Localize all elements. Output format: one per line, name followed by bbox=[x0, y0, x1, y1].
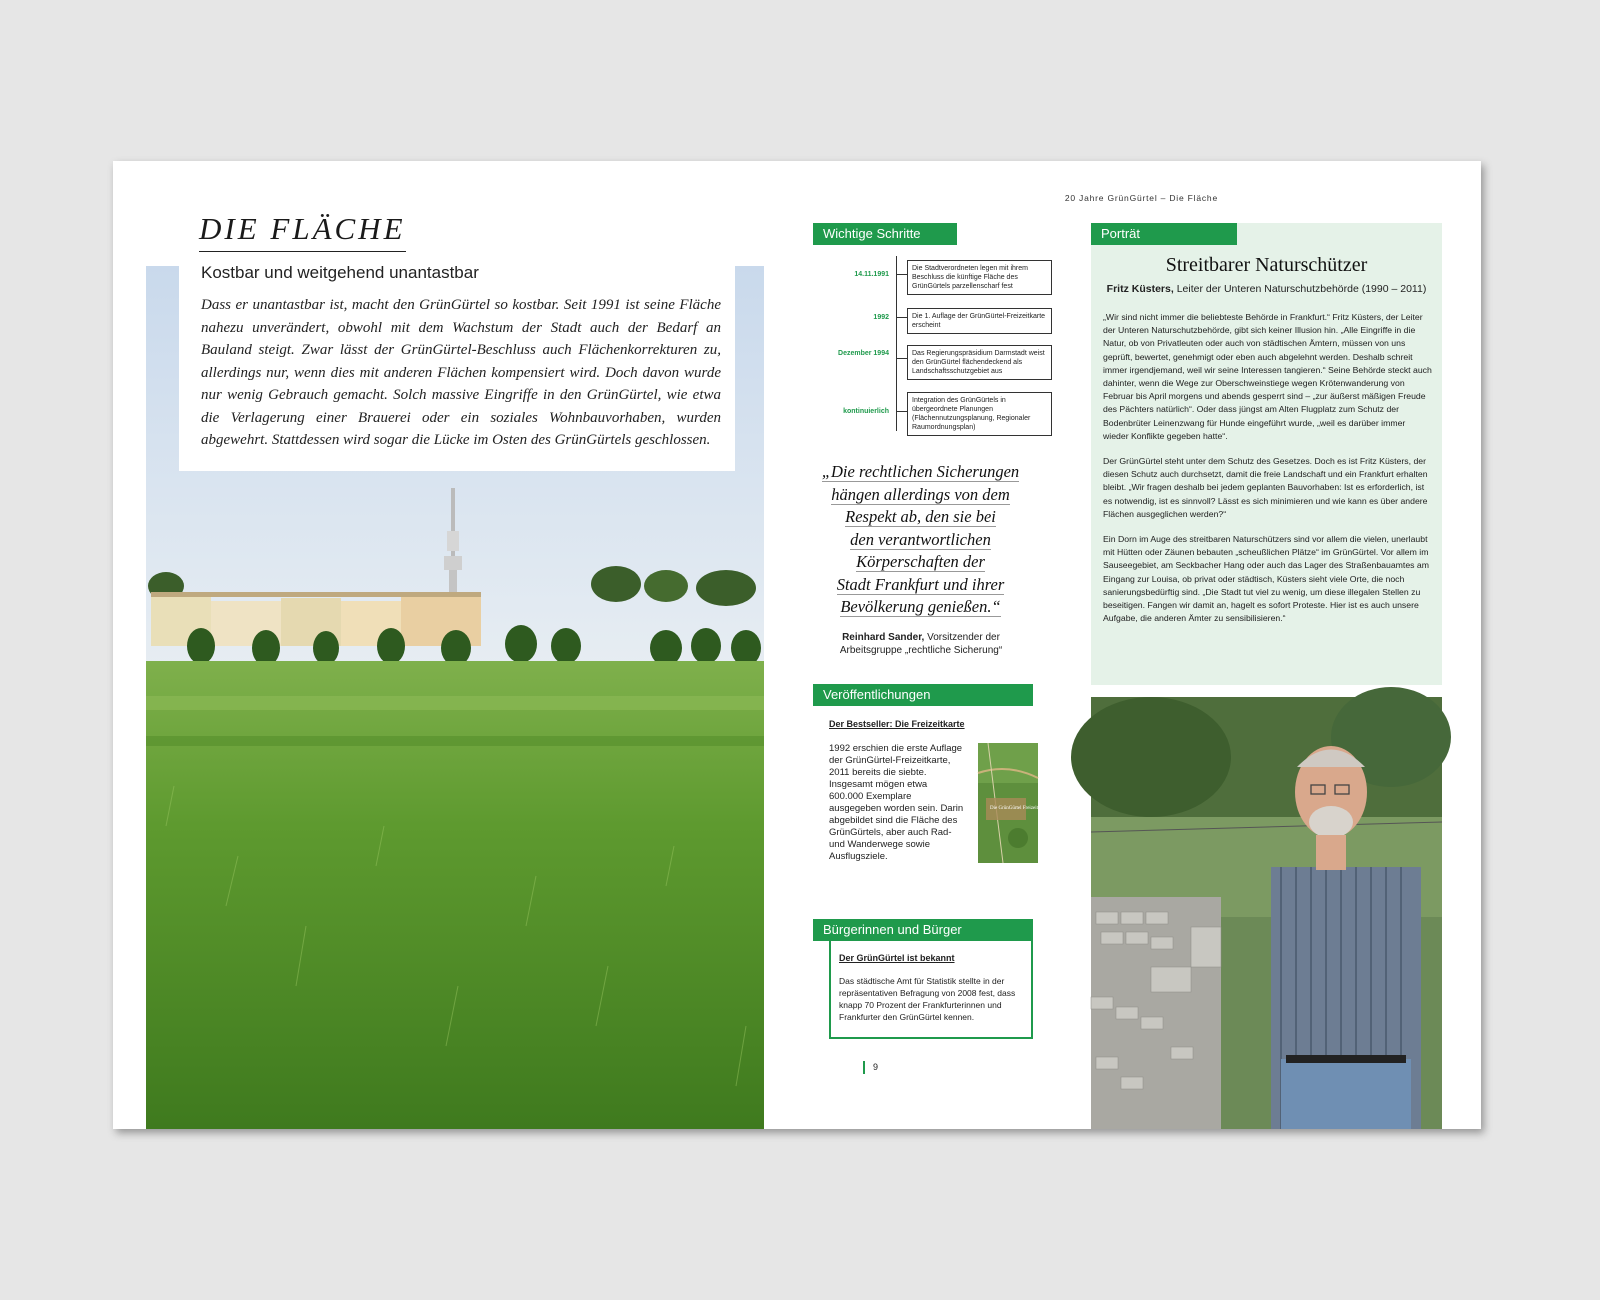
timeline-tick bbox=[896, 358, 907, 359]
intro-text: Dass er unantastbar ist, macht den GrünGürtel so kostbar. Seit 1991 ist seine Fläche nahezu unverändert, obwohl mit dem Wachstum der Stadt auch der Bedarf an Bauland steigt. Zwar lässt der GrünGürtel-Beschluss auch Flächenkorrekturen zu, allerdings nur, wenn dies mit anderen Flächen kompensiert wird. Doch davon wurde nur wenig Gebrauch gemacht. Solch massive Eingriffe in den GrünGürtel, wie etwa die Verlagerung einer Brauerei oder ein soziales Wohnbauvorhaben, wurden abgewehrt. Stattdessen wird sogar die Lücke im Osten des GrünGürtels geschlossen. bbox=[201, 297, 721, 448]
quote-line: Bevölkerung genießen.“ bbox=[840, 597, 1001, 616]
timeline-entry: Das Regierungspräsidium Darmstadt weist den GrünGürtel flächendeckend als Landschaftsschutzgebiet aus bbox=[907, 345, 1052, 380]
timeline-tick bbox=[896, 274, 907, 275]
portrait-paragraph: Der GrünGürtel steht unter dem Schutz des Gesetzes. Doch es ist Fritz Küsters, der diesen Schutz auch durchsetzt, damit die freie Landschaft und ein Frankfurt erhalten bleibt. „Wir fragen deshalb bei jedem geplanten Bauvorhaben: Ist es erforderlich, ist es notwendig, ist es sinnvoll? Lässt es sich minimieren und wie kann es über andere Flächen ausgeglichen werden?“ bbox=[1103, 456, 1428, 519]
map-thumbnail-caption: Die GrünGürtel Freizeitkarte bbox=[990, 806, 1049, 811]
timeline-date: kontinuierlich bbox=[843, 408, 889, 415]
publications-heading: Der Bestseller: Die Freizeitkarte bbox=[829, 719, 965, 729]
title-block bbox=[199, 211, 406, 252]
pull-quote bbox=[813, 461, 1028, 619]
portrait-paragraph: Ein Dorn im Auge des streitbaren Naturschützers sind vor allem die vielen, unerlaubt mit Hütten oder Zäunen bebauten „scheußlichen Plätze“ im GrünGürtel. Vor allem im Sauseegebiet, am Seckbacher Hang oder auch das Lager des Straßenbauamtes am Eingang zur Louisa, ob privat oder städtisch, Küsters sieht viele Orte, die noch sanierungsbedürftig sind. „Die Stadt tut viel zu wenig, um diese illegalen Stellen zu beseitigen. Fangen wir damit an, hagelt es sofort Proteste. Hier ist es auch unsere Aufgabe, die anderen Ämter zu sensibilisieren.“ bbox=[1103, 534, 1429, 624]
publications-text: 1992 erschien die erste Auflage der GrünGürtel-Freizeitkarte, 2011 bereits die siebte. Insgesamt mögen etwa 600.000 Exemplare ausgegeben worden sein. Darin abgebildet sind die Fläche des GrünGürtels, aber auch Rad- und Wanderwege sowie Ausflugsziele. bbox=[829, 743, 964, 862]
timeline-date: 1992 bbox=[873, 314, 889, 321]
portrait-subtitle bbox=[1091, 283, 1442, 295]
magazine-spread bbox=[113, 161, 1481, 1129]
quote-author-role: Vorsitzender der Arbeitsgruppe „rechtliche Sicherung“ bbox=[839, 632, 1003, 656]
page-title: DIE FLÄCHE bbox=[199, 211, 406, 252]
citizens-box bbox=[829, 939, 1033, 1039]
timeline-entry: Die 1. Auflage der GrünGürtel-Freizeitkarte erscheint bbox=[907, 308, 1052, 334]
timeline-date: Dezember 1994 bbox=[838, 350, 889, 357]
quote-line: „Die rechtlichen Sicherungen bbox=[821, 462, 1020, 481]
portrait-title: Streitbarer Naturschützer bbox=[1165, 254, 1368, 276]
citizens-heading: Der GrünGürtel ist bekannt bbox=[839, 953, 955, 963]
quote-line: Körperschaften der bbox=[856, 552, 985, 571]
timeline bbox=[829, 256, 1069, 446]
portrait-label: Porträt bbox=[1091, 223, 1237, 245]
portrait-role: Leiter der Unteren Naturschutzbehörde (1990 – 2011) bbox=[1173, 283, 1427, 295]
timeline-entry: Integration des GrünGürtels in übergeordnete Planungen (Flächennutzungsplanung, Regionaler Raumordnungsplan) bbox=[907, 392, 1052, 436]
map-thumbnail bbox=[978, 743, 1049, 863]
portrait-name: Fritz Küsters, bbox=[1106, 283, 1174, 295]
quote-line: den verantwortlichen bbox=[850, 529, 991, 549]
citizens-text: Das städtische Amt für Statistik stellte in der repräsentativen Befragung von 2008 fest, dass knapp 70 Prozent der Frankfurterinnen und Frankfurter den GrünGürtel kennen. bbox=[839, 976, 1016, 1022]
quote-line: Stadt Frankfurt und ihrer bbox=[836, 574, 1005, 594]
timeline-tick bbox=[896, 317, 907, 318]
timeline-entry: Die Stadtverordneten legen mit ihrem Beschluss die künftige Fläche des GrünGürtels parzellenscharf fest bbox=[907, 260, 1052, 295]
timeline-tick bbox=[896, 411, 907, 412]
portrait-text bbox=[1103, 311, 1433, 637]
quote-author: Reinhard Sander, bbox=[842, 632, 925, 643]
portrait-photo bbox=[1091, 697, 1442, 1129]
running-header: 20 Jahre GrünGürtel – Die Fläche bbox=[1064, 193, 1218, 203]
quote-attribution bbox=[821, 631, 1021, 657]
citizens-label: Bürgerinnen und Bürger bbox=[813, 919, 1033, 941]
timeline-date: 14.11.1991 bbox=[854, 271, 889, 278]
steps-label: Wichtige Schritte bbox=[813, 223, 957, 245]
page-subtitle: Kostbar und weitgehend unantastbar bbox=[201, 263, 479, 282]
portrait-paragraph: „Wir sind nicht immer die beliebteste Behörde in Frankfurt.“ Fritz Küsters, der Leiter der Unteren Naturschutzbehörde, gibt sich keiner Illusion hin. „Alle Eingriffe in die Natur, ob von Privatleuten oder auch von städtischen Ämtern, müssen von uns geprüft, bewertet, genehmigt oder eben auch abgelehnt werden. Deshalb schreit immer irgendjemand, weil wir seine Interessen tangieren.“ Seine Behörde steckt auch dahinter, wenn die Wege zur Oberschweinstiege wegen Krötenwanderung von Februar bis April morgens und abends gesperrt sind – „zur äußerst mäßigen Freude des Pächters natürlich“. Oder dass jüngst am Alten Flugplatz zum Schutz der Bodenbrüter Leinenzwang für Hunde eingeführt wurde, „weil es darüber immer wieder Konflikte gegeben hatte“. bbox=[1103, 312, 1432, 441]
quote-line: hängen allerdings von dem bbox=[831, 484, 1010, 504]
publications-label: Veröffentlichungen bbox=[813, 684, 1033, 706]
page-number: 9 bbox=[863, 1061, 878, 1074]
quote-line: Respekt ab, den sie bei bbox=[845, 507, 996, 526]
timeline-line bbox=[896, 256, 897, 431]
